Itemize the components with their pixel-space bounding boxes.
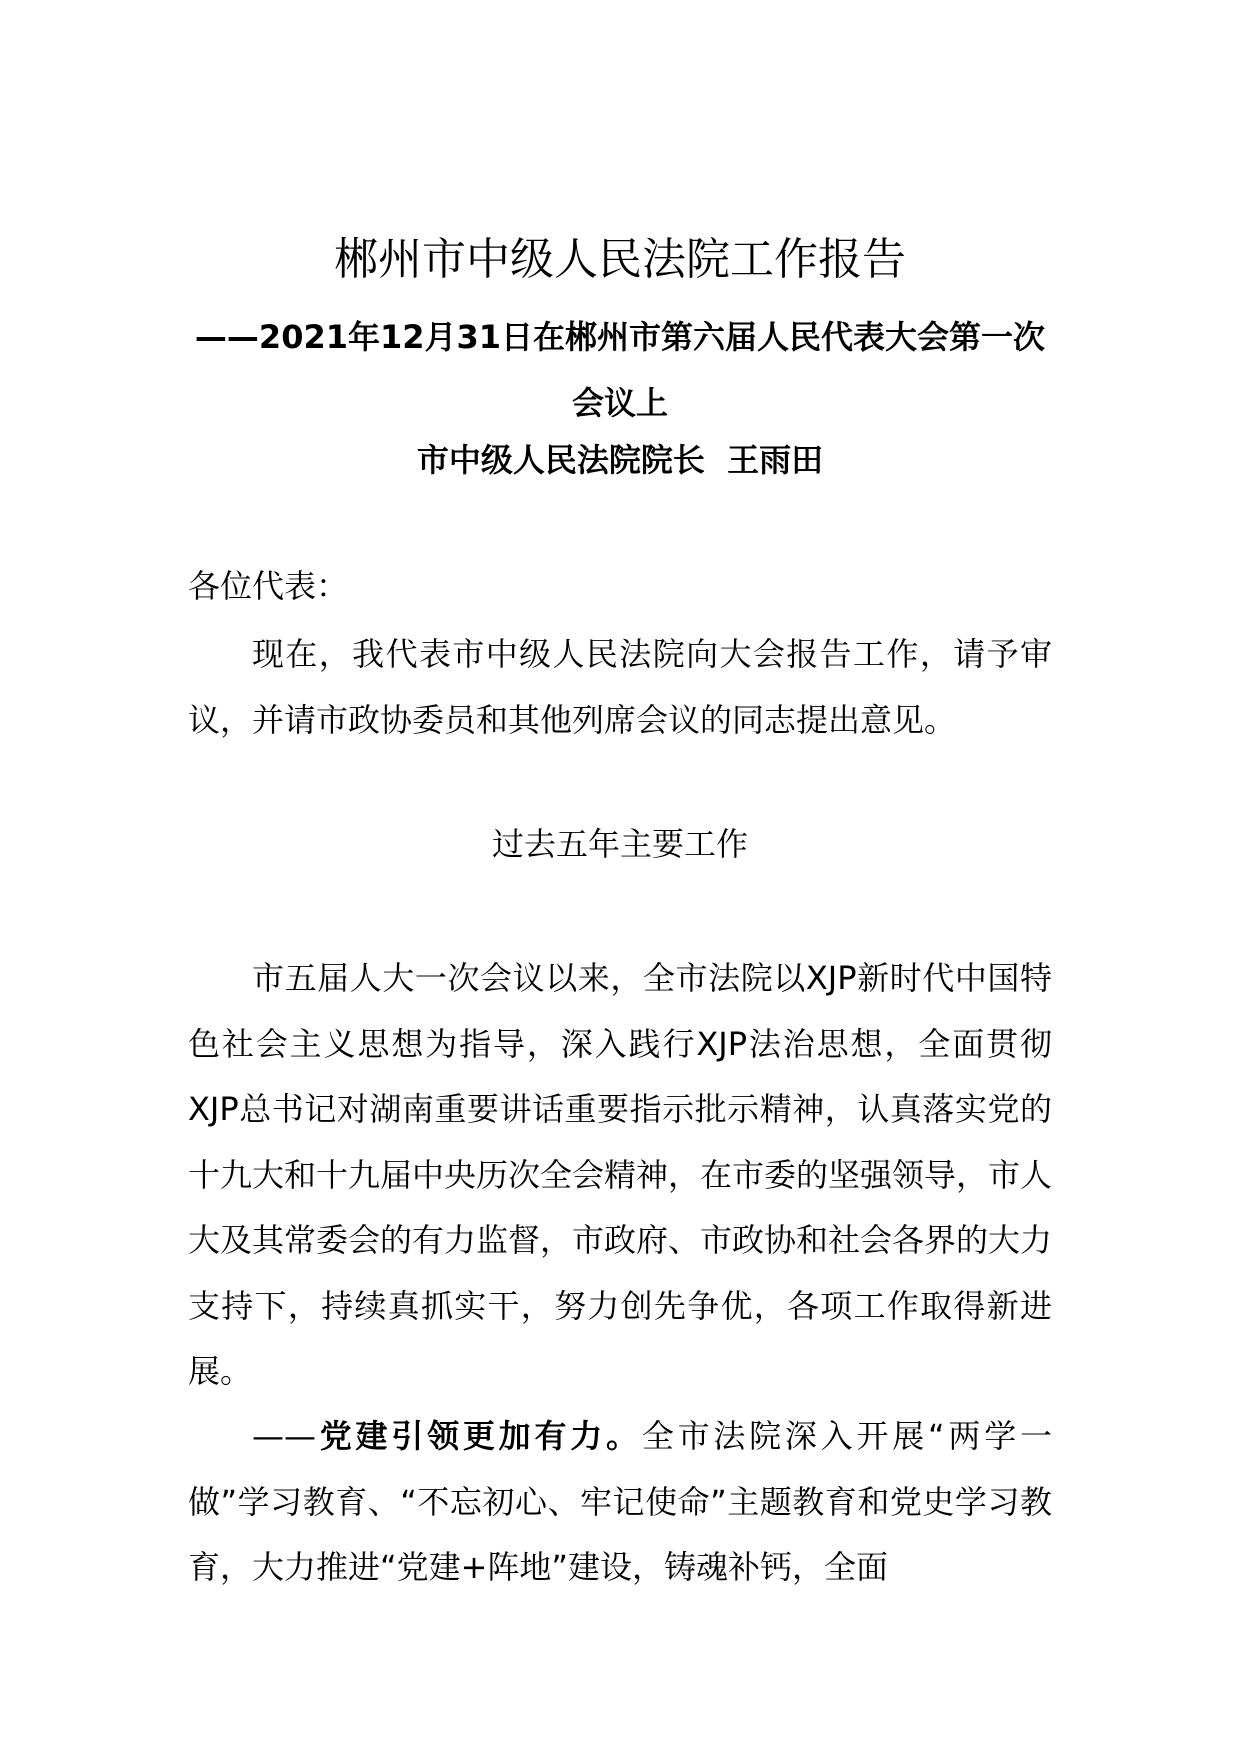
- intro-paragraph: 现在，我代表市中级人民法院向大会报告工作，请予审议，并请市政协委员和其他列席会议的同志提出意见。: [188, 635, 1052, 739]
- party-paragraph-text: 全市法院深入开展“两学一做”学习教育、“不忘初心、牢记使命”主题教育和党史学习教育，大力推进“党建+阵地”建设，铸魂补钙，全面: [188, 1417, 1052, 1586]
- party-paragraph-lead: 党建引领更加有力。: [316, 1417, 642, 1455]
- party-paragraph-dash: ——: [252, 1417, 316, 1455]
- report-subtitle: ——2021年12月31日在郴州市第六届人民代表大会第一次会议上: [194, 318, 1046, 422]
- report-author: 市中级人民法院院长 王雨田: [416, 441, 824, 479]
- report-title: 郴州市中级人民法院工作报告: [334, 234, 906, 285]
- salutation: 各位代表：: [188, 567, 349, 605]
- party-paragraph: [188, 1404, 1052, 1601]
- body-paragraph: 市五届人大一次会议以来，全市法院以XJP新时代中国特色社会主义思想为指导，深入践行XJP法治思想，全面贯彻XJP总书记对湖南重要讲话重要指示批示精神，认真落实党的十九大和十九届中央历次全会精神，在市委的坚强领导，市人大及其常委会的有力监督，市政府、市政协和社会各界的大力支持下，持续真抓实干，努力创先争优，各项工作取得新进展。: [188, 959, 1053, 1390]
- section-heading: 过去五年主要工作: [491, 825, 748, 863]
